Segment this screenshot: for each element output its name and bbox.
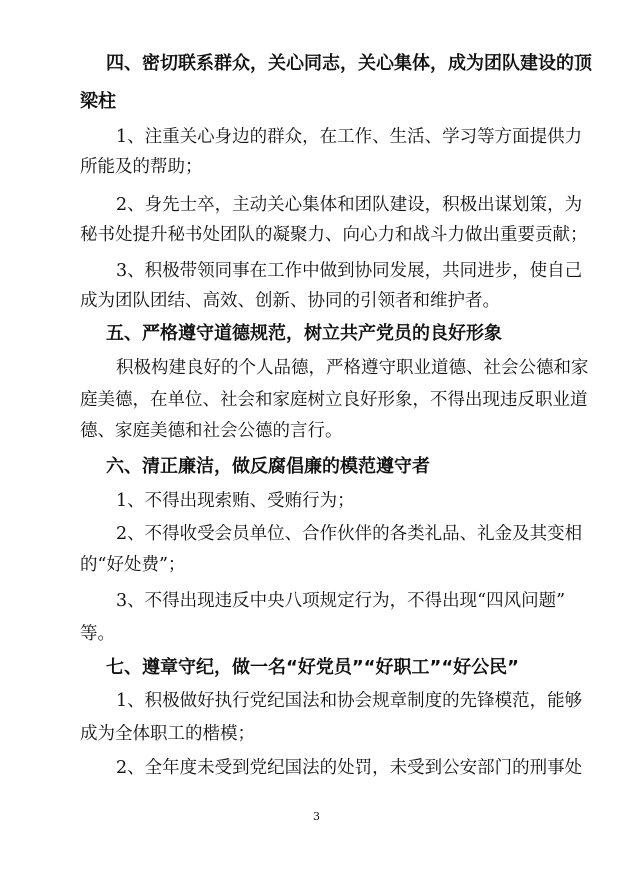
paragraph-line: 德、家庭美德和社会公德的言行。	[80, 421, 343, 441]
page-number: 3	[313, 810, 320, 823]
paragraph-line: 1、不得出现索贿、受贿行为；	[116, 491, 355, 511]
section-4-heading-line-2: 梁柱	[80, 91, 116, 112]
paragraph-line: 所能及的帮助；	[80, 157, 203, 177]
paragraph-line: 秘书处提升秘书处团队的凝聚力、向心力和战斗力做出重要贡献；	[80, 225, 588, 245]
section-4-heading-line-1: 四、密切联系群众，关心同志，关心集体，成为团队建设的顶	[106, 53, 592, 74]
paragraph-line: 2、不得收受会员单位、合作伙伴的各类礼品、礼金及其变相	[116, 524, 583, 544]
paragraph-line: 1、注重关心身边的群众，在工作、生活、学习等方面提供力	[116, 127, 583, 147]
section-7-heading: 七、遵章守纪，做一名“好党员”“好职工”“好公民”	[106, 657, 519, 678]
paragraph-line: 2、身先士卒，主动关心集体和团队建设，积极出谋划策，为	[116, 195, 583, 215]
paragraph-line: 等。	[80, 624, 115, 644]
paragraph-line: 3、不得出现违反中央八项规定行为，不得出现“四风问题”	[116, 591, 566, 611]
paragraph-line: 的“好处费”；	[80, 555, 186, 575]
section-5-heading: 五、严格遵守道德规范，树立共产党员的良好形象	[106, 323, 502, 344]
paragraph-line: 成为全体职工的楷模；	[80, 724, 255, 744]
paragraph-line: 成为团队团结、高效、创新、协同的引领者和维护者。	[80, 291, 500, 311]
paragraph-line: 庭美德，在单位、社会和家庭树立良好形象，不得出现违反职业道	[80, 390, 588, 410]
paragraph-line: 3、积极带领同事在工作中做到协同发展，共同进步，使自己	[116, 261, 583, 281]
paragraph-line: 1、积极做好执行党纪国法和协会规章制度的先锋模范，能够	[116, 691, 583, 711]
paragraph-line: 2、全年度未受到党纪国法的处罚，未受到公安部门的刑事处	[116, 758, 583, 778]
paragraph-line: 积极构建良好的个人品德，严格遵守职业道德、社会公德和家	[116, 358, 589, 378]
section-6-heading: 六、清正廉洁，做反腐倡廉的模范遵守者	[106, 456, 430, 477]
